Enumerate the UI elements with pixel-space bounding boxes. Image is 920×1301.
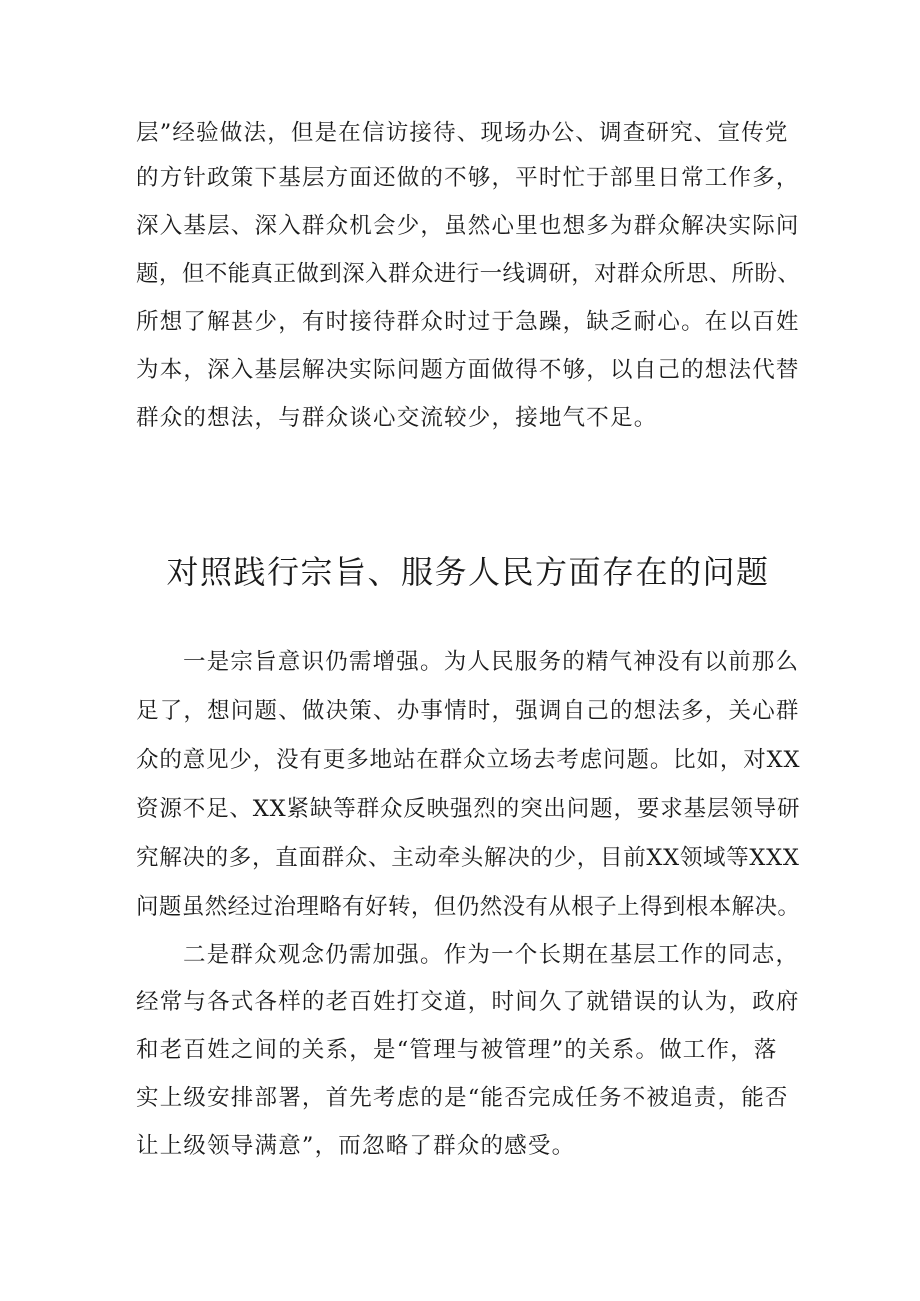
text-line: 一是宗旨意识仍需增强。为人民服务的精气神没有以前那么: [183, 649, 800, 675]
text-line: 和老百姓之间的关系，是“管理与被管理”的关系。做工作，落: [136, 1037, 778, 1063]
text-line: 让上级领导满意”，而忽略了群众的感受。: [136, 1133, 576, 1159]
text-line: 题，但不能真正做到深入群众进行一线调研，对群众所思、所盼、: [136, 261, 801, 287]
section-heading: 对照践行宗旨、服务人民方面存在的问题: [166, 553, 770, 591]
text-line: 问题虽然经过治理略有好转，但仍然没有从根子上得到根本解决。: [136, 894, 801, 920]
text-line: 层”经验做法，但是在信访接待、现场办公、调查研究、宣传党: [136, 120, 789, 146]
text-line: 二是群众观念仍需加强。作为一个长期在基层工作的同志，: [183, 942, 800, 968]
text-line: 资源不足、XX紧缺等群众反映强烈的突出问题，要求基层领导研: [136, 796, 801, 822]
text-line: 足了，想问题、做决策、办事情时，强调自己的想法多，关心群: [136, 698, 800, 724]
text-line: 深入基层、深入群众机会少，虽然心里也想多为群众解决实际问: [136, 213, 800, 239]
text-line: 为本，深入基层解决实际问题方面做得不够，以自己的想法代替: [136, 357, 800, 383]
text-line: 群众的想法，与群众谈心交流较少，接地气不足。: [136, 405, 658, 431]
text-line: 实上级安排部署，首先考虑的是“能否完成任务不被追责，能否: [136, 1085, 789, 1111]
text-line: 众的意见少，没有更多地站在群众立场去考虑问题。比如，对XX: [136, 747, 801, 773]
text-line: 究解决的多，直面群众、主动牵头解决的少，目前XX领域等XXX: [136, 845, 800, 871]
text-line: 所想了解甚少，有时接待群众时过于急躁，缺乏耐心。在以百姓: [136, 309, 800, 335]
text-line: 的方针政策下基层方面还做的不够，平时忙于部里日常工作多，: [136, 165, 800, 191]
text-line: 经常与各式各样的老百姓打交道，时间久了就错误的认为，政府: [136, 989, 800, 1015]
